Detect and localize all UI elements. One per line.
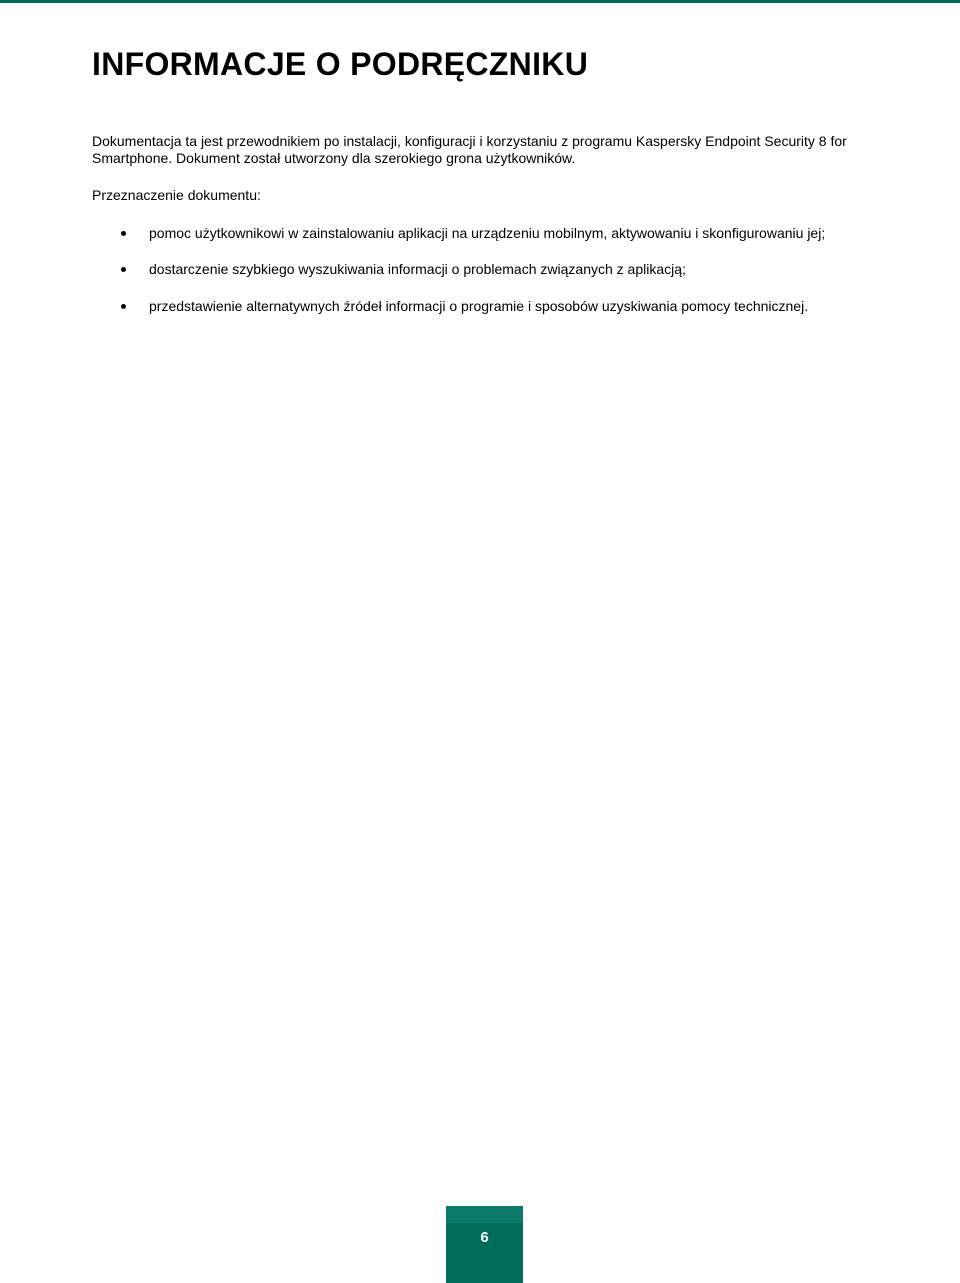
page-title: INFORMACJE O PODRĘCZNIKU [92, 46, 589, 82]
top-accent-rule [0, 0, 960, 3]
list-item-text: przedstawienie alternatywnych źródeł informacji o programie i sposobów uzyskiwania pomocy technicznej. [149, 298, 809, 314]
list-item [0, 261, 900, 278]
list-item [0, 298, 900, 315]
page-number: 6 [480, 1229, 489, 1246]
page-number-tab [446, 1206, 523, 1283]
bullet-icon [121, 304, 126, 309]
list-item-text: pomoc użytkownikowi w zainstalowaniu aplikacji na urządzeniu mobilnym, aktywowaniu i skonfigurowaniu jej; [149, 225, 826, 241]
list-item-text: dostarczenie szybkiego wyszukiwania informacji o problemach związanych z aplikacją; [149, 261, 686, 277]
intro-paragraph: Dokumentacja ta jest przewodnikiem po instalacji, konfiguracji i korzystaniu z programu Kaspersky Endpoint Security 8 for Smartphone. Dokument został utworzony dla szerokiego grona użytkowników. [92, 133, 847, 166]
bullet-icon [121, 231, 126, 236]
bullet-icon [121, 267, 126, 272]
list-item [0, 225, 900, 242]
purpose-label: Przeznaczenie dokumentu: [92, 187, 261, 203]
page-tab-highlight [446, 1206, 523, 1223]
